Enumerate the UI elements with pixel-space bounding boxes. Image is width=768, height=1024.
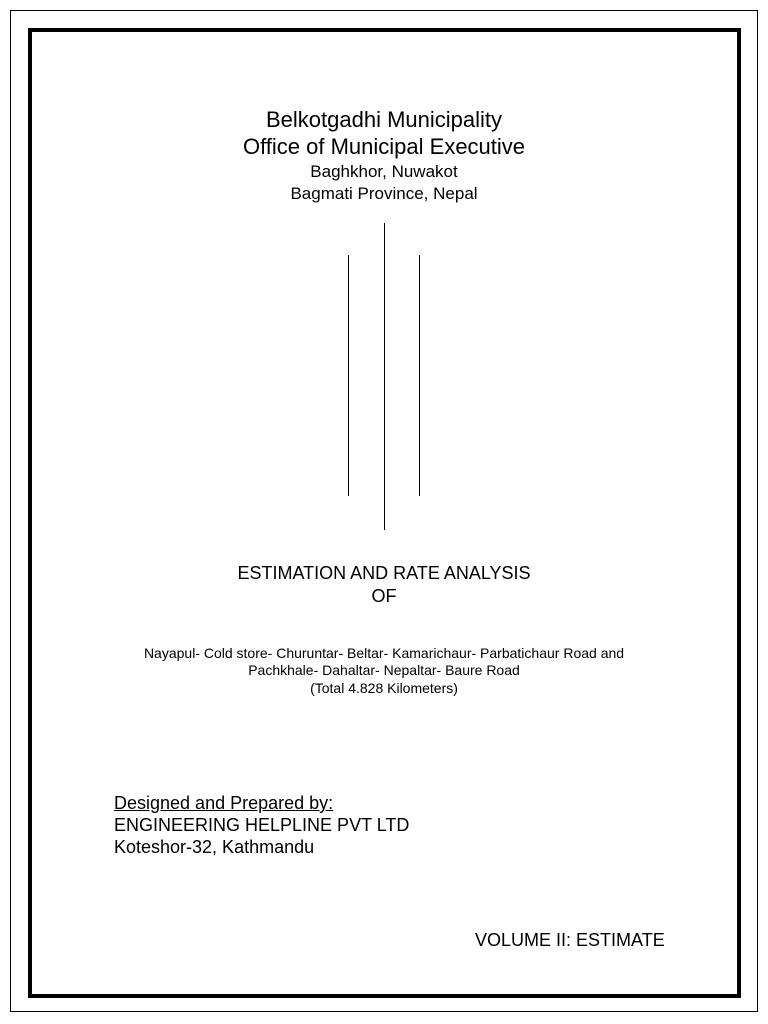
location-line-2: Bagmati Province, Nepal [290,184,478,203]
decorative-line-left [348,255,349,496]
volume-label: VOLUME II: ESTIMATE [475,930,665,950]
decorative-line-middle [384,223,385,530]
location-line-1: Baghkhor, Nuwakot [310,162,458,181]
total-length: (Total 4.828 Kilometers) [310,680,458,696]
prepared-by-label: Designed and Prepared by: [114,793,334,813]
document-title-of: OF [371,586,397,606]
municipality-name: Belkotgadhi Municipality [265,107,503,132]
document-title: ESTIMATION AND RATE ANALYSIS [237,563,531,583]
company-address: Koteshor-32, Kathmandu [114,837,315,857]
decorative-line-right [419,255,420,496]
road-name-line-2: Pachkhale- Dahaltar- Nepaltar- Baure Road [248,662,520,678]
road-name-line-1: Nayapul- Cold store- Churuntar- Beltar- Kamarichaur- Parbatichaur Road and [143,645,625,661]
office-name: Office of Municipal Executive [242,134,526,159]
company-name: ENGINEERING HELPLINE PVT LTD [114,815,410,835]
